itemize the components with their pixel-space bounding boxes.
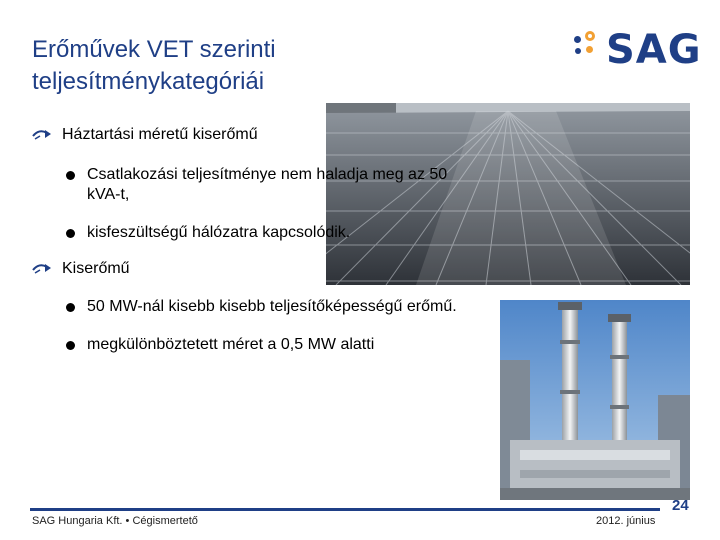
bullet-level2-text: megkülönböztetett méret a 0,5 MW alatti: [87, 336, 375, 353]
arrow-bullet-icon: [32, 263, 52, 275]
logo-dots-icon: [574, 32, 600, 72]
footer-company: SAG Hungaria Kft. • Cégismertető: [32, 515, 198, 527]
bullet-level2-text: kisfeszültségű hálózatra kapcsolódik.: [87, 224, 351, 241]
bullet-level1-item: [32, 125, 462, 145]
bullet-level2-text: Csatlakozási teljesítménye nem haladja meg az 50 kVA-t,: [87, 166, 448, 203]
bullet-level2-item: [32, 165, 462, 205]
arrow-bullet-icon: [32, 129, 52, 141]
logo-wordmark: SAG: [606, 27, 702, 73]
bullet-level2-item: [32, 223, 462, 243]
bullet-level2-item: [32, 297, 462, 317]
bullet-level1-text: Kiserőmű: [62, 260, 130, 277]
round-bullet-icon: [66, 229, 75, 238]
bullet-list: [32, 125, 462, 355]
footer-date: 2012. június: [596, 515, 656, 527]
page-number: 24: [672, 497, 689, 514]
sag-logo: [574, 27, 702, 74]
round-bullet-icon: [66, 171, 75, 180]
bullet-level1-item: [32, 259, 462, 279]
bullet-level2-item: [32, 335, 462, 355]
title-line-2: teljesítménykategóriái: [32, 68, 265, 95]
bullet-level1-text: Háztartási méretű kiserőmű: [62, 126, 258, 143]
round-bullet-icon: [66, 341, 75, 350]
slide-title: [32, 34, 462, 98]
title-line-1: Erőművek VET szerinti: [32, 36, 276, 63]
bullet-level2-text: 50 MW-nál kisebb kisebb teljesítőképességű erőmű.: [87, 298, 457, 315]
power-plant-chimneys-photo: [500, 300, 690, 500]
footer-divider: [30, 508, 660, 511]
round-bullet-icon: [66, 303, 75, 312]
